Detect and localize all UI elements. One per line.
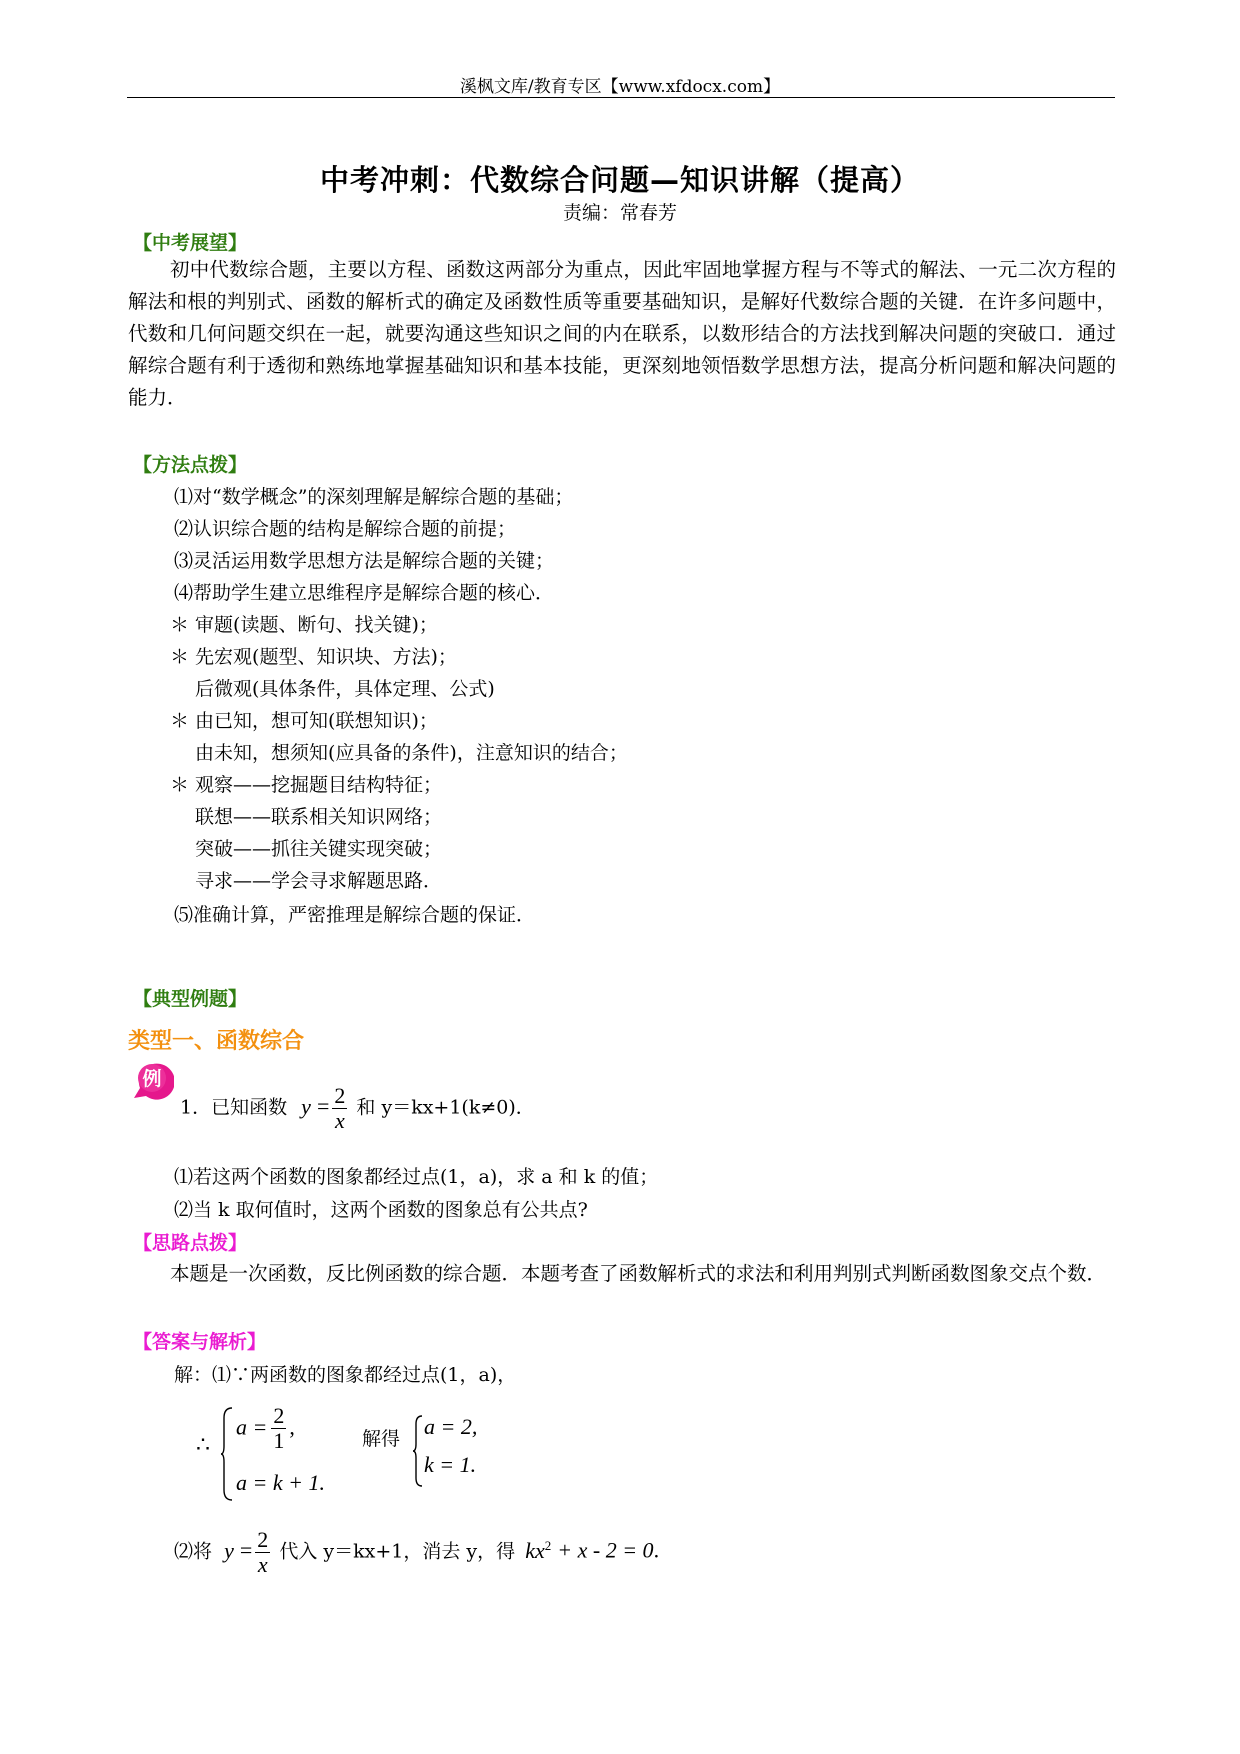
problem-1-equals: = (316, 1093, 330, 1119)
therefore-symbol: ∴ (196, 1432, 210, 1457)
left-brace-icon (412, 1414, 424, 1488)
type-one-heading: 类型一、函数综合 (128, 1029, 305, 1054)
answer-part-2-y: y (224, 1537, 234, 1563)
answer-line-1: 解：⑴∵两函数的图象都经过点(1，a)， (174, 1364, 517, 1386)
method-line-14: ⑸准确计算，严密推理是解综合题的保证． (174, 904, 536, 926)
method-line-5: ＊ 审题(读题、断句、找关键)； (170, 614, 438, 636)
hint-body (128, 1258, 1116, 1290)
method-line-9: 由未知，想须知(应具备的条件)，注意知识的结合； (195, 742, 628, 764)
system-1-row-1-lhs: a = (236, 1414, 268, 1440)
answer-part-2-equation-rest: + x - 2 = 0 (557, 1537, 654, 1563)
problem-1-y: y (301, 1093, 311, 1119)
system-2-row-1: a = 2, (424, 1414, 478, 1439)
section-examples-heading: 【典型例题】 (133, 988, 248, 1010)
answer-part-2-end: . (653, 1537, 660, 1563)
problem-1-fraction (332, 1084, 347, 1133)
left-brace-icon (220, 1406, 234, 1502)
section-method-heading: 【方法点拨】 (133, 454, 248, 476)
hint-paragraph: 本题是一次函数，反比例函数的综合题．本题考查了函数解析式的求法和利用判别式判断函数图象交点个数． (170, 1262, 1107, 1285)
outlook-paragraph: 初中代数综合题，主要以方程、函数这两部分为重点，因此牢固地掌握方程与不等式的解法、一元二次方程的解法和根的判别式、函数的解析式的确定及函数性质等重要基础知识，是解好代数综合题的关键．在许多问题中，代数和几何问题交织在一起，就要沟通这些知识之间的内在联系，以数形结合的方法找到解决问题的突破口．通过解综合题有利于透彻和熟练地掌握基础知识和基本技能，更深刻地领悟数学思想方法，提高分析问题和解决问题的能力． (128, 258, 1116, 409)
system-1-row-2: a = k + 1. (236, 1470, 325, 1495)
answer-part-2-fraction (255, 1528, 270, 1577)
example-badge-label: 例 (142, 1068, 162, 1090)
answer-part-2 (174, 1528, 659, 1577)
problem-1-fraction-denominator: x (334, 1108, 345, 1133)
document-title: 中考冲刺：代数综合问题—知识讲解（提高） (319, 163, 920, 197)
method-line-2: ⑵认识综合题的结构是解综合题的前提； (174, 518, 517, 540)
answer-part-2-equation-exponent: 2 (544, 1538, 552, 1554)
answer-part-2-equation-kx: kx (525, 1537, 545, 1563)
method-line-6: ＊ 先宏观(题型、知识块、方法)； (170, 646, 457, 668)
method-line-3: ⑶灵活运用数学思想方法是解综合题的关键； (174, 550, 555, 572)
solve-label: 解得 (362, 1428, 401, 1450)
example-badge-icon (130, 1058, 174, 1102)
system-1-row-1 (236, 1404, 295, 1453)
system-1-fraction-denominator: 1 (273, 1428, 285, 1453)
answer-part-2-fraction-numerator: 2 (257, 1527, 269, 1552)
system-1-row-1-tail: , (289, 1414, 295, 1440)
section-outlook-body (128, 254, 1116, 414)
system-1-fraction-numerator: 2 (273, 1403, 285, 1428)
answer-part-2-lead: ⑵将 (174, 1540, 213, 1563)
system-2-row-2: k = 1. (424, 1452, 477, 1477)
problem-1-lead: 1．已知函数 (180, 1096, 288, 1119)
header-rule (127, 97, 1115, 98)
method-line-4: ⑷帮助学生建立思维程序是解综合题的核心． (174, 582, 555, 604)
editor-line: 责编：常春芳 (562, 202, 677, 224)
answer-part-2-equals: = (239, 1537, 253, 1563)
method-line-1: ⑴对“数学概念”的深刻理解是解综合题的基础； (174, 486, 574, 508)
answer-heading: 【答案与解析】 (133, 1331, 267, 1353)
answer-part-2-middle: 代入 y＝kx+1，消去 y，得 (279, 1540, 516, 1563)
system-1-fraction (271, 1404, 286, 1453)
method-line-7: 后微观(具体条件，具体定理、公式) (195, 678, 495, 700)
section-outlook-heading: 【中考展望】 (133, 232, 248, 254)
problem-1-rest: 和 y＝kx+1(k≠0)． (356, 1096, 535, 1119)
question-1: ⑴若这两个函数的图象都经过点(1，a)，求 a 和 k 的值； (174, 1166, 659, 1188)
page-header: 溪枫文库/教育专区【www.xfdocx.com】 (459, 77, 781, 97)
question-2: ⑵当 k 取何值时，这两个函数的图象总有公共点? (174, 1199, 588, 1221)
method-line-8: ＊ 由已知，想可知(联想知识)； (170, 710, 438, 732)
problem-1-statement (180, 1084, 535, 1133)
method-line-11: 联想——联系相关知识网络； (195, 806, 443, 828)
answer-part-2-fraction-denominator: x (257, 1552, 268, 1577)
method-line-10: ＊ 观察——挖掘题目结构特征； (170, 774, 443, 796)
problem-1-fraction-numerator: 2 (334, 1083, 346, 1108)
method-line-12: 突破——抓往关键实现突破； (195, 838, 443, 860)
hint-heading: 【思路点拨】 (133, 1232, 248, 1254)
method-line-13: 寻求——学会寻求解题思路． (195, 870, 443, 892)
